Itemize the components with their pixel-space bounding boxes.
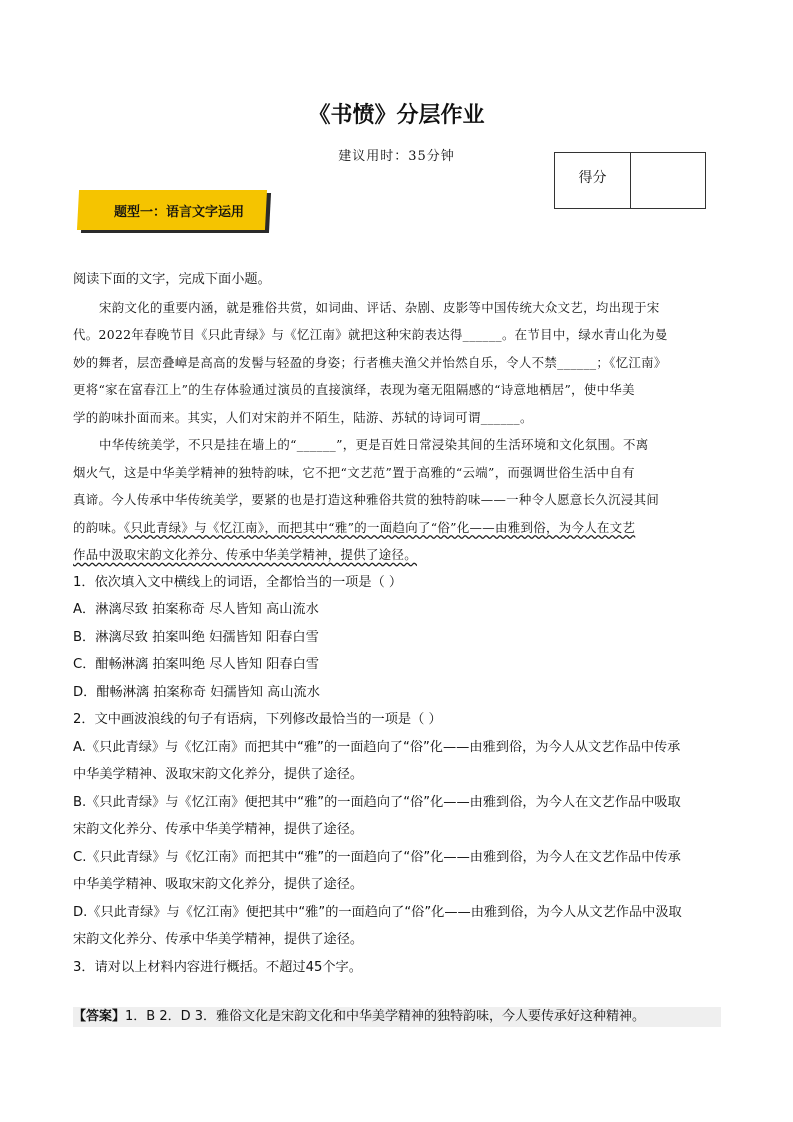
exercise-content [73, 266, 723, 981]
answer-tag: 【答案】 [73, 1009, 126, 1024]
question-1-option-b: B．淋漓尽致 拍案叫绝 妇孺皆知 阳春白雪 [73, 629, 319, 645]
passage-line: 中华传统美学，不只是挂在墙上的“______”，更是百姓日常浸染其间的生活环境和文化氛围。不离 [99, 437, 649, 452]
passage-line: 宋韵文化的重要内涵，就是雅俗共赏，如词曲、评话、杂剧、皮影等中国传统大众文艺，均出现于宋 [99, 299, 660, 315]
suggested-time: 建议用时：35分钟 [338, 149, 455, 164]
page-title: 《书愤》分层作业 [308, 103, 485, 128]
passage-line: 学的韵味扑面而来。其实，人们对宋韵并不陌生，陆游、苏轼的诗词可谓______。 [73, 409, 533, 425]
question-2-stem: 2．文中画波浪线的句子有语病，下列修改最恰当的一项是（ ） [73, 712, 442, 727]
question-1-stem: 1．依次填入文中横线上的词语，全都恰当的一项是（ ） [73, 574, 403, 590]
wavy-underlined-sentence: 《只此青绿》与《忆江南》，而把其中“雅”的一面趋向了“俗”化——由雅到俗，为今人在文艺 [123, 519, 636, 535]
question-2-option-b-cont: 宋韵文化养分、传承中华美学精神，提供了途径。 [73, 822, 364, 837]
question-2-option-d: D.《只此青绿》与《忆江南》便把其中“雅”的一面趋向了“俗”化——由雅到俗，为今人从文艺作品中汲取 [73, 904, 682, 920]
question-2-option-c-cont: 中华美学精神、吸取宋韵文化养分，提供了途径。 [73, 877, 364, 892]
answer-text: 1．B 2．D 3．雅俗文化是宋韵文化和中华美学精神的独特韵味，今人要传承好这种精神。 [125, 1009, 646, 1024]
passage-line: 烟火气，这是中华美学精神的独特韵味，它不把“文艺范”置于高雅的“云端”，而强调世俗生活中自有 [73, 464, 635, 480]
score-value-cell [631, 153, 705, 208]
passage-line [73, 514, 723, 542]
passage-line [73, 541, 723, 569]
answer-bar [73, 1007, 721, 1027]
passage-line-prefix: 的韵味。 [73, 519, 124, 535]
passage-line: 代。2022年春晚节目《只此青绿》与《忆江南》就把这种宋韵表达得______。在节目中，绿水青山化为曼 [73, 327, 668, 342]
wavy-underlined-sentence-cont: 作品中汲取宋韵文化养分、传承中华美学精神，提供了途径。 [73, 547, 417, 562]
question-1-option-c: C．酣畅淋漓 拍案叫绝 尽人皆知 阳春白雪 [73, 657, 319, 672]
score-box [554, 152, 706, 209]
passage-line: 更将“家在富春江上”的生存体验通过演员的直接演绎，表现为毫无阻隔感的“诗意地栖居”，使中华美 [73, 382, 635, 397]
passage-line: 真谛。今人传承中华传统美学，要紧的也是打造这种雅俗共赏的独特韵味——一种令人愿意长久沉浸其间 [73, 492, 660, 507]
instruction: 阅读下面的文字，完成下面小题。 [73, 272, 271, 287]
question-2-option-c: C.《只此青绿》与《忆江南》而把其中“雅”的一面趋向了“俗”化——由雅到俗，为今人在文艺作品中传承 [73, 849, 681, 865]
section-banner-label: 题型一：语言文字运用 [114, 205, 245, 220]
question-2-option-b: B.《只此青绿》与《忆江南》便把其中“雅”的一面趋向了“俗”化——由雅到俗，为今人在文艺作品中吸取 [73, 794, 681, 810]
score-label: 得分 [555, 153, 631, 208]
section-banner [78, 190, 270, 232]
question-1-option-a: A．淋漓尽致 拍案称奇 尽人皆知 高山流水 [73, 602, 319, 617]
question-3-stem: 3．请对以上材料内容进行概括。不超过45个字。 [73, 959, 362, 975]
question-2-option-a: A.《只此青绿》与《忆江南》而把其中“雅”的一面趋向了“俗”化——由雅到俗，为今人从文艺作品中传承 [73, 739, 681, 755]
question-1-option-d: D．酣畅淋漓 拍案称奇 妇孺皆知 高山流水 [73, 684, 320, 700]
question-2-option-a-cont: 中华美学精神、汲取宋韵文化养分，提供了途径。 [73, 767, 364, 782]
passage-line: 妙的舞者，层峦叠嶂是高高的发髻与轻盈的身姿；行者樵夫渔父并怡然自乐，令人不禁______；《忆江南》 [73, 354, 667, 370]
question-2-option-d-cont: 宋韵文化养分、传承中华美学精神，提供了途径。 [73, 932, 364, 947]
